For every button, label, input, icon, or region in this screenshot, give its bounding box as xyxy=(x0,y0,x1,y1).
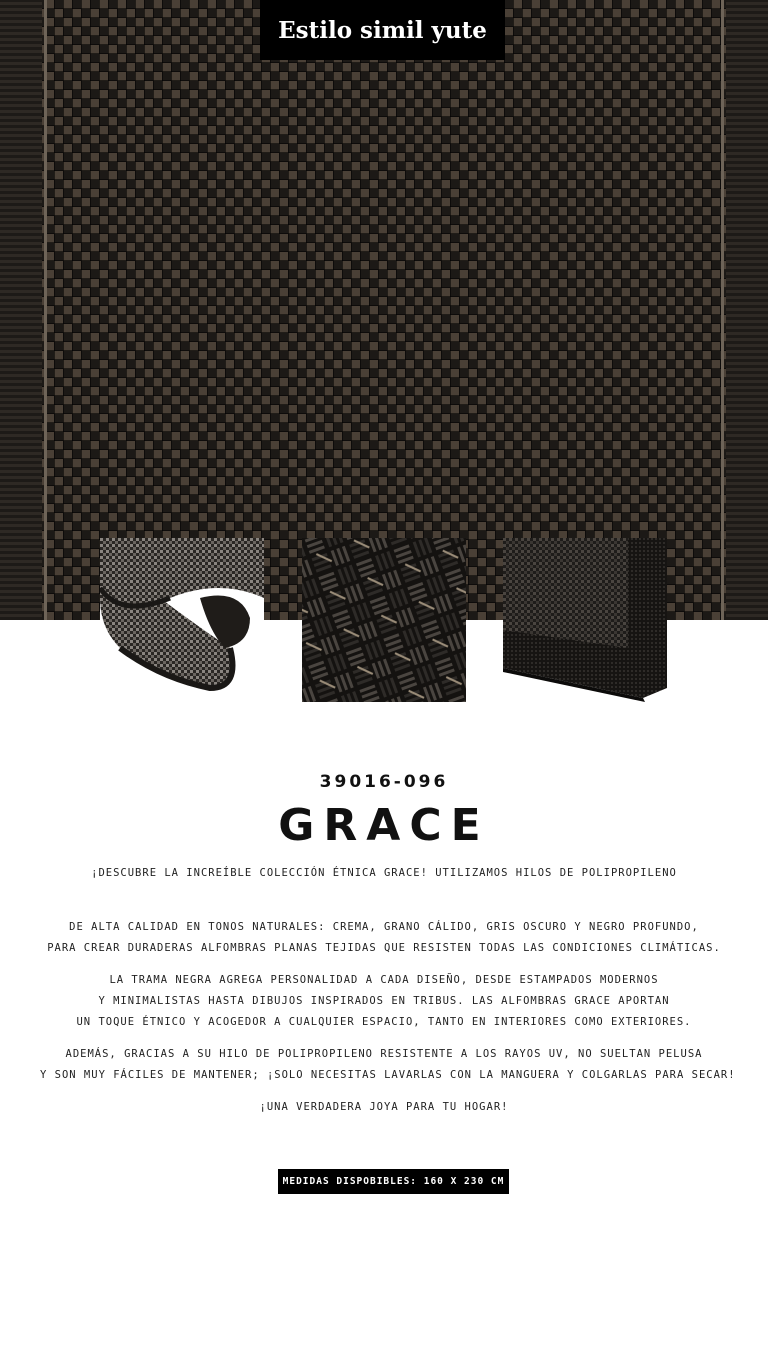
description-line: Y MINIMALISTAS HASTA DIBUJOS INSPIRADOS EN TRIBUS. LAS ALFOMBRAS GRACE APORTAN xyxy=(98,995,670,1007)
description-paragraph-3 xyxy=(40,1044,736,1086)
rug-stripe-right xyxy=(721,0,724,620)
description-line: Y SON MUY FÁCILES DE MANTENER; ¡SOLO NECESITAS LAVARLAS CON LA MANGUERA Y COLGARLAS PARA SECAR! xyxy=(40,1069,736,1081)
description-line: ¡UNA VERDADERA JOYA PARA TU HOGAR! xyxy=(259,1101,509,1113)
description-line: ADEMÁS, GRACIAS A SU HILO DE POLIPROPILENO RESISTENTE A LOS RAYOS UV, NO SUELTAN PELUSA xyxy=(65,1048,703,1060)
description-paragraph-1 xyxy=(40,917,728,959)
thumbnail-rolled-edge xyxy=(100,538,264,702)
description-line: LA TRAMA NEGRA AGREGA PERSONALIDAD A CADA DISEÑO, DESDE ESTAMPADOS MODERNOS xyxy=(109,974,659,986)
description-line: DE ALTA CALIDAD EN TONOS NATURALES: CREMA, GRANO CÁLIDO, GRIS OSCURO Y NEGRO PROFUNDO, xyxy=(69,921,699,933)
banner-title: Estilo simil yute xyxy=(260,0,505,60)
thumbnail-rug-corner xyxy=(503,538,667,702)
product-code: 39016-096 xyxy=(319,772,449,792)
thumbnail-weave-closeup xyxy=(302,538,466,702)
description-closing xyxy=(40,1097,728,1118)
product-intro: ¡DESCUBRE LA INCREÍBLE COLECCIÓN ÉTNICA GRACE! UTILIZAMOS HILOS DE POLIPROPILENO xyxy=(91,867,677,879)
description-paragraph-2 xyxy=(40,970,728,1033)
available-sizes-badge: MEDIDAS DISPOBIBLES: 160 X 230 CM xyxy=(278,1169,509,1194)
hero-rug-image xyxy=(0,0,768,620)
description-line: UN TOQUE ÉTNICO Y ACOGEDOR A CUALQUIER ESPACIO, TANTO EN INTERIORES COMO EXTERIORES. xyxy=(76,1016,692,1028)
product-name: GRACE xyxy=(278,800,490,851)
rug-border-left xyxy=(0,0,42,620)
rug-stripe-left xyxy=(44,0,47,620)
description-line: PARA CREAR DURADERAS ALFOMBRAS PLANAS TEJIDAS QUE RESISTEN TODAS LAS CONDICIONES CLIMÁTICAS. xyxy=(47,942,721,954)
rug-border-right xyxy=(726,0,768,620)
